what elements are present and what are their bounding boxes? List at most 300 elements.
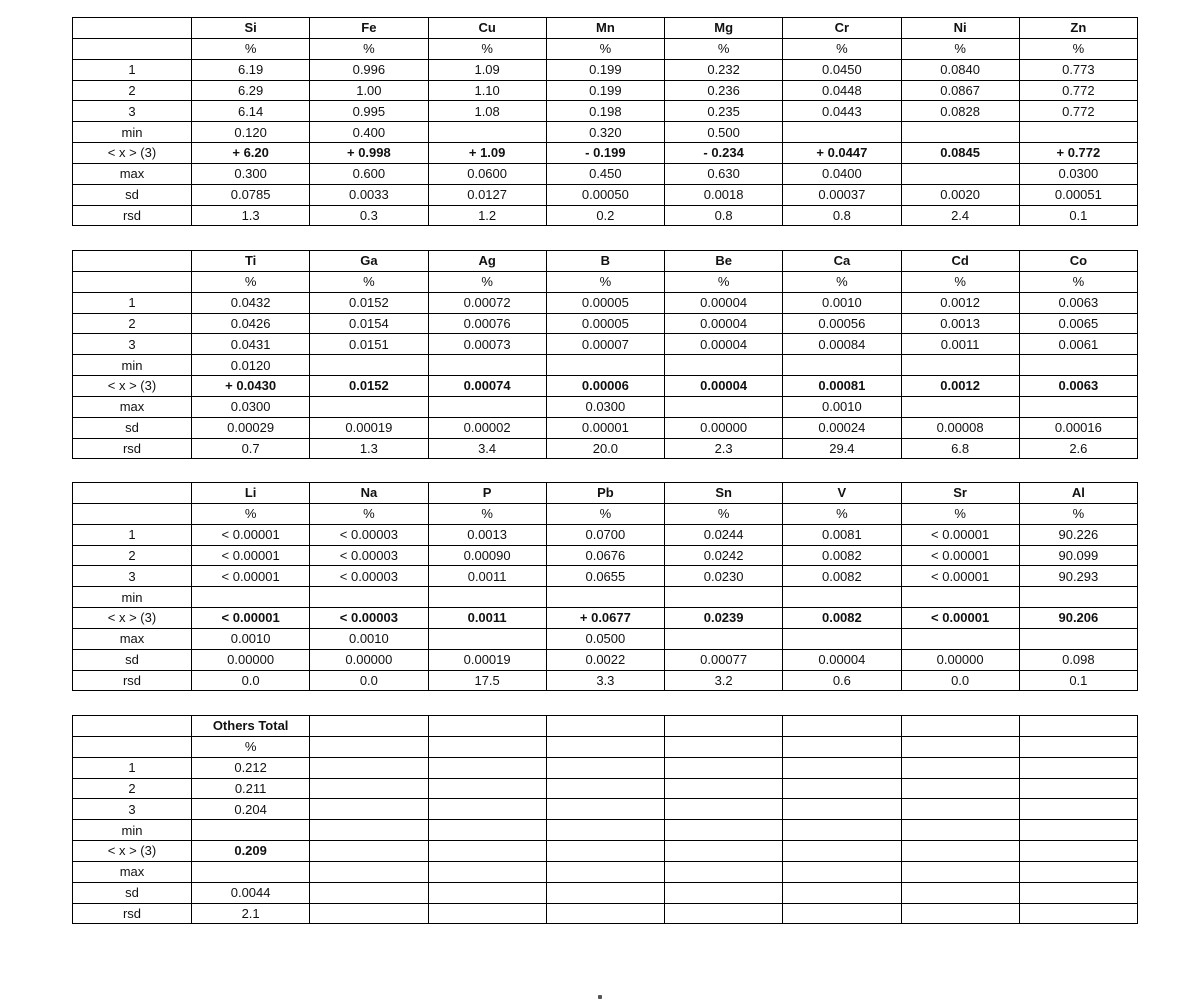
run-value: 0.199 [546,59,664,80]
unit-cell: % [192,736,310,757]
run-value: < 0.00003 [310,545,428,566]
mean-value: 0.00006 [546,376,664,397]
mean-value: 0.00074 [428,376,546,397]
min-row [73,820,1138,841]
unit-cell [546,736,664,757]
sd-value [428,882,546,903]
run-value: 90.226 [1019,524,1137,545]
row-label [73,271,192,292]
run-1-row [73,524,1138,545]
unit-cell: % [192,271,310,292]
element-header [428,716,546,737]
run-value: 0.0431 [192,334,310,355]
run-value: 1.08 [428,101,546,122]
max-value [1019,396,1137,417]
sd-value [310,882,428,903]
mean-row [73,143,1138,164]
rsd-value [901,903,1019,924]
unit-cell [310,736,428,757]
run-value [428,757,546,778]
run-1-row [73,292,1138,313]
min-value [428,355,546,376]
element-header: Ag [428,251,546,272]
element-header [1019,716,1137,737]
max-value [901,628,1019,649]
min-value [428,587,546,608]
run-value: 0.232 [665,59,783,80]
run-value: 0.773 [1019,59,1137,80]
unit-row [73,38,1138,59]
row-label: 1 [73,292,192,313]
min-value [1019,587,1137,608]
unit-cell [1019,736,1137,757]
element-header: Li [192,483,310,504]
row-label: min [73,587,192,608]
header-row [73,251,1138,272]
run-value: 90.099 [1019,545,1137,566]
min-value [665,355,783,376]
rsd-value: 0.0 [310,670,428,691]
run-value: 0.0448 [783,80,901,101]
row-label: 2 [73,545,192,566]
mean-value [310,841,428,862]
run-value [665,778,783,799]
run-value: 0.00090 [428,545,546,566]
element-header: Sr [901,483,1019,504]
run-value: 0.0676 [546,545,664,566]
element-header: Others Total [192,716,310,737]
unit-cell [783,736,901,757]
unit-cell: % [1019,503,1137,524]
run-value [901,778,1019,799]
run-value [310,757,428,778]
run-value: 6.14 [192,101,310,122]
row-label [73,736,192,757]
unit-row [73,271,1138,292]
rsd-value: 0.3 [310,205,428,226]
element-header [546,716,664,737]
run-3-row [73,101,1138,122]
element-header [665,716,783,737]
run-2-row [73,778,1138,799]
mean-value: + 0.0430 [192,376,310,397]
row-label [73,18,192,39]
run-value: 0.0840 [901,59,1019,80]
min-value [428,820,546,841]
min-value [901,820,1019,841]
sd-value: 0.0020 [901,184,1019,205]
element-header [310,716,428,737]
sd-value: 0.0033 [310,184,428,205]
run-value: 1.10 [428,80,546,101]
run-value: 0.00007 [546,334,664,355]
run-value: 0.0426 [192,313,310,334]
min-value: 0.500 [665,122,783,143]
max-value [1019,861,1137,882]
run-2-row [73,545,1138,566]
row-label: rsd [73,670,192,691]
max-value [901,163,1019,184]
max-value [665,628,783,649]
sd-value: 0.00037 [783,184,901,205]
unit-cell: % [192,503,310,524]
max-row [73,163,1138,184]
row-label: 2 [73,778,192,799]
mean-value: 0.209 [192,841,310,862]
min-value [546,587,664,608]
min-value [783,122,901,143]
unit-cell: % [428,271,546,292]
mean-value: + 0.772 [1019,143,1137,164]
row-label: 2 [73,313,192,334]
sd-row [73,882,1138,903]
run-value: 0.0867 [901,80,1019,101]
run-value [1019,799,1137,820]
run-value: 1.00 [310,80,428,101]
row-label: rsd [73,903,192,924]
row-label: min [73,355,192,376]
sd-value [901,882,1019,903]
mean-value: - 0.199 [546,143,664,164]
row-label [73,503,192,524]
element-header: Be [665,251,783,272]
run-value: 0.0013 [901,313,1019,334]
max-value: 0.450 [546,163,664,184]
row-label: 3 [73,101,192,122]
rsd-row [73,903,1138,924]
rsd-row [73,438,1138,459]
mean-value: < 0.00001 [901,608,1019,629]
sd-value: 0.00004 [783,649,901,670]
run-value: 0.0011 [901,334,1019,355]
min-value [546,820,664,841]
mean-value: 0.0152 [310,376,428,397]
mean-value [901,841,1019,862]
row-label: < x > (3) [73,143,192,164]
run-value: 1.09 [428,59,546,80]
max-row [73,628,1138,649]
max-value [665,396,783,417]
min-value [192,587,310,608]
row-label: 3 [73,566,192,587]
rsd-value: 17.5 [428,670,546,691]
run-value: < 0.00001 [192,545,310,566]
data-table [72,715,1138,924]
unit-cell: % [901,503,1019,524]
run-value: 0.0010 [783,292,901,313]
min-value [901,355,1019,376]
run-value: 0.0063 [1019,292,1137,313]
mean-value [428,841,546,862]
run-value [1019,757,1137,778]
run-value [1019,778,1137,799]
run-value: 0.00004 [665,313,783,334]
unit-cell: % [546,503,664,524]
element-header: Al [1019,483,1137,504]
run-value [783,757,901,778]
min-value: 0.320 [546,122,664,143]
min-value [310,355,428,376]
run-value: 0.236 [665,80,783,101]
row-label: rsd [73,438,192,459]
min-row [73,355,1138,376]
run-value: 0.0082 [783,545,901,566]
run-value: 0.996 [310,59,428,80]
run-value: 0.00004 [665,334,783,355]
mean-value [546,841,664,862]
run-2-row [73,80,1138,101]
max-row [73,396,1138,417]
header-row [73,716,1138,737]
results-table-3 [72,482,1138,691]
element-header: Pb [546,483,664,504]
row-label: sd [73,882,192,903]
mean-value: < 0.00003 [310,608,428,629]
rsd-value: 2.3 [665,438,783,459]
mean-value: 0.0012 [901,376,1019,397]
unit-cell [428,736,546,757]
run-value [310,778,428,799]
max-value [546,861,664,882]
run-value: < 0.00001 [901,545,1019,566]
element-header: Cu [428,18,546,39]
run-3-row [73,566,1138,587]
element-header: Cd [901,251,1019,272]
row-label: min [73,122,192,143]
row-label: < x > (3) [73,376,192,397]
mean-value: - 0.234 [665,143,783,164]
max-value [310,396,428,417]
rsd-value: 3.3 [546,670,664,691]
row-label: max [73,396,192,417]
unit-cell: % [783,503,901,524]
sd-value: 0.0127 [428,184,546,205]
run-value: 0.0443 [783,101,901,122]
unit-cell: % [1019,271,1137,292]
run-value: 0.0700 [546,524,664,545]
unit-cell: % [901,38,1019,59]
max-value [783,628,901,649]
unit-cell: % [428,503,546,524]
rsd-value [310,903,428,924]
sd-value: 0.00000 [665,417,783,438]
rsd-value: 0.8 [783,205,901,226]
min-value: 0.400 [310,122,428,143]
unit-cell: % [192,38,310,59]
rsd-value: 0.8 [665,205,783,226]
mean-value: 0.0845 [901,143,1019,164]
page-mark [598,995,602,999]
mean-value [1019,841,1137,862]
sd-value: 0.0018 [665,184,783,205]
mean-value: + 0.0447 [783,143,901,164]
row-label: sd [73,184,192,205]
mean-value [665,841,783,862]
max-value: 0.0500 [546,628,664,649]
rsd-value: 3.2 [665,670,783,691]
sd-value [665,882,783,903]
unit-cell: % [546,38,664,59]
rsd-value: 0.1 [1019,670,1137,691]
max-value [901,861,1019,882]
sd-value: 0.00001 [546,417,664,438]
unit-cell: % [546,271,664,292]
rsd-value [783,903,901,924]
min-value [428,122,546,143]
max-value [783,861,901,882]
run-value [901,799,1019,820]
min-value [1019,355,1137,376]
sd-value: 0.00008 [901,417,1019,438]
max-value: 0.0010 [783,396,901,417]
max-value [428,861,546,882]
mean-value: 0.0082 [783,608,901,629]
min-value [192,820,310,841]
sd-value: 0.00077 [665,649,783,670]
sd-value: 0.00024 [783,417,901,438]
rsd-value: 3.4 [428,438,546,459]
sd-value: 0.0785 [192,184,310,205]
rsd-row [73,205,1138,226]
max-value: 0.0010 [310,628,428,649]
min-value [546,355,664,376]
unit-cell [665,736,783,757]
run-value: 0.0450 [783,59,901,80]
min-value: 0.120 [192,122,310,143]
max-value [901,396,1019,417]
rsd-value: 0.6 [783,670,901,691]
element-header: P [428,483,546,504]
run-value: < 0.00003 [310,524,428,545]
run-value: 0.00005 [546,313,664,334]
rsd-value [665,903,783,924]
run-1-row [73,757,1138,778]
run-value: 0.204 [192,799,310,820]
unit-cell: % [665,503,783,524]
unit-cell: % [665,38,783,59]
rsd-value: 1.3 [192,205,310,226]
run-value: 0.212 [192,757,310,778]
run-value: 0.995 [310,101,428,122]
rsd-value [428,903,546,924]
element-header [783,716,901,737]
run-value [428,799,546,820]
min-value [665,587,783,608]
row-label: 1 [73,757,192,778]
rsd-value: 1.2 [428,205,546,226]
row-label [73,251,192,272]
run-value: 0.0011 [428,566,546,587]
max-value: 0.0400 [783,163,901,184]
mean-row [73,608,1138,629]
row-label: 3 [73,334,192,355]
mean-row [73,841,1138,862]
run-value [783,799,901,820]
min-value: 0.0120 [192,355,310,376]
unit-cell: % [310,271,428,292]
run-value: < 0.00001 [901,524,1019,545]
sd-value: 0.00019 [310,417,428,438]
unit-cell: % [901,271,1019,292]
run-2-row [73,313,1138,334]
unit-cell: % [428,38,546,59]
min-value [665,820,783,841]
results-table-1 [72,17,1138,226]
mean-value: + 0.998 [310,143,428,164]
min-value [783,820,901,841]
row-label: 3 [73,799,192,820]
row-label: rsd [73,205,192,226]
run-value: 0.00084 [783,334,901,355]
sd-value: 0.0044 [192,882,310,903]
element-header: Na [310,483,428,504]
mean-value: 0.00004 [665,376,783,397]
run-value [901,757,1019,778]
run-value: 0.00004 [665,292,783,313]
run-value: 0.00072 [428,292,546,313]
sd-value: 0.00002 [428,417,546,438]
mean-value: 0.0011 [428,608,546,629]
sd-value: 0.00050 [546,184,664,205]
run-1-row [73,59,1138,80]
sd-value [1019,882,1137,903]
rsd-row [73,670,1138,691]
element-header: Zn [1019,18,1137,39]
element-header: Fe [310,18,428,39]
element-header: Mn [546,18,664,39]
rsd-value: 0.0 [192,670,310,691]
mean-value [783,841,901,862]
run-value: 0.211 [192,778,310,799]
run-value: 0.0061 [1019,334,1137,355]
sd-value: 0.00000 [901,649,1019,670]
rsd-value [546,903,664,924]
header-row [73,18,1138,39]
rsd-value [1019,903,1137,924]
max-row [73,861,1138,882]
rsd-value: 0.7 [192,438,310,459]
max-value: 0.0300 [1019,163,1137,184]
data-table [72,17,1138,226]
rsd-value: 29.4 [783,438,901,459]
sd-value: 0.00019 [428,649,546,670]
min-value [901,122,1019,143]
element-header: V [783,483,901,504]
sd-value: 0.0022 [546,649,664,670]
run-value: 0.00073 [428,334,546,355]
run-value: 0.0012 [901,292,1019,313]
element-header: Sn [665,483,783,504]
run-value: 0.0152 [310,292,428,313]
mean-value: + 6.20 [192,143,310,164]
max-value: 0.0300 [192,396,310,417]
max-value: 0.0010 [192,628,310,649]
run-value: 0.0244 [665,524,783,545]
sd-value: 0.00051 [1019,184,1137,205]
run-value: 0.00005 [546,292,664,313]
run-value: < 0.00001 [192,524,310,545]
row-label [73,716,192,737]
run-value: 0.235 [665,101,783,122]
row-label: max [73,628,192,649]
sd-value [546,882,664,903]
run-value: 0.0432 [192,292,310,313]
min-value [1019,122,1137,143]
min-row [73,587,1138,608]
min-value [310,820,428,841]
row-label: sd [73,649,192,670]
run-3-row [73,799,1138,820]
